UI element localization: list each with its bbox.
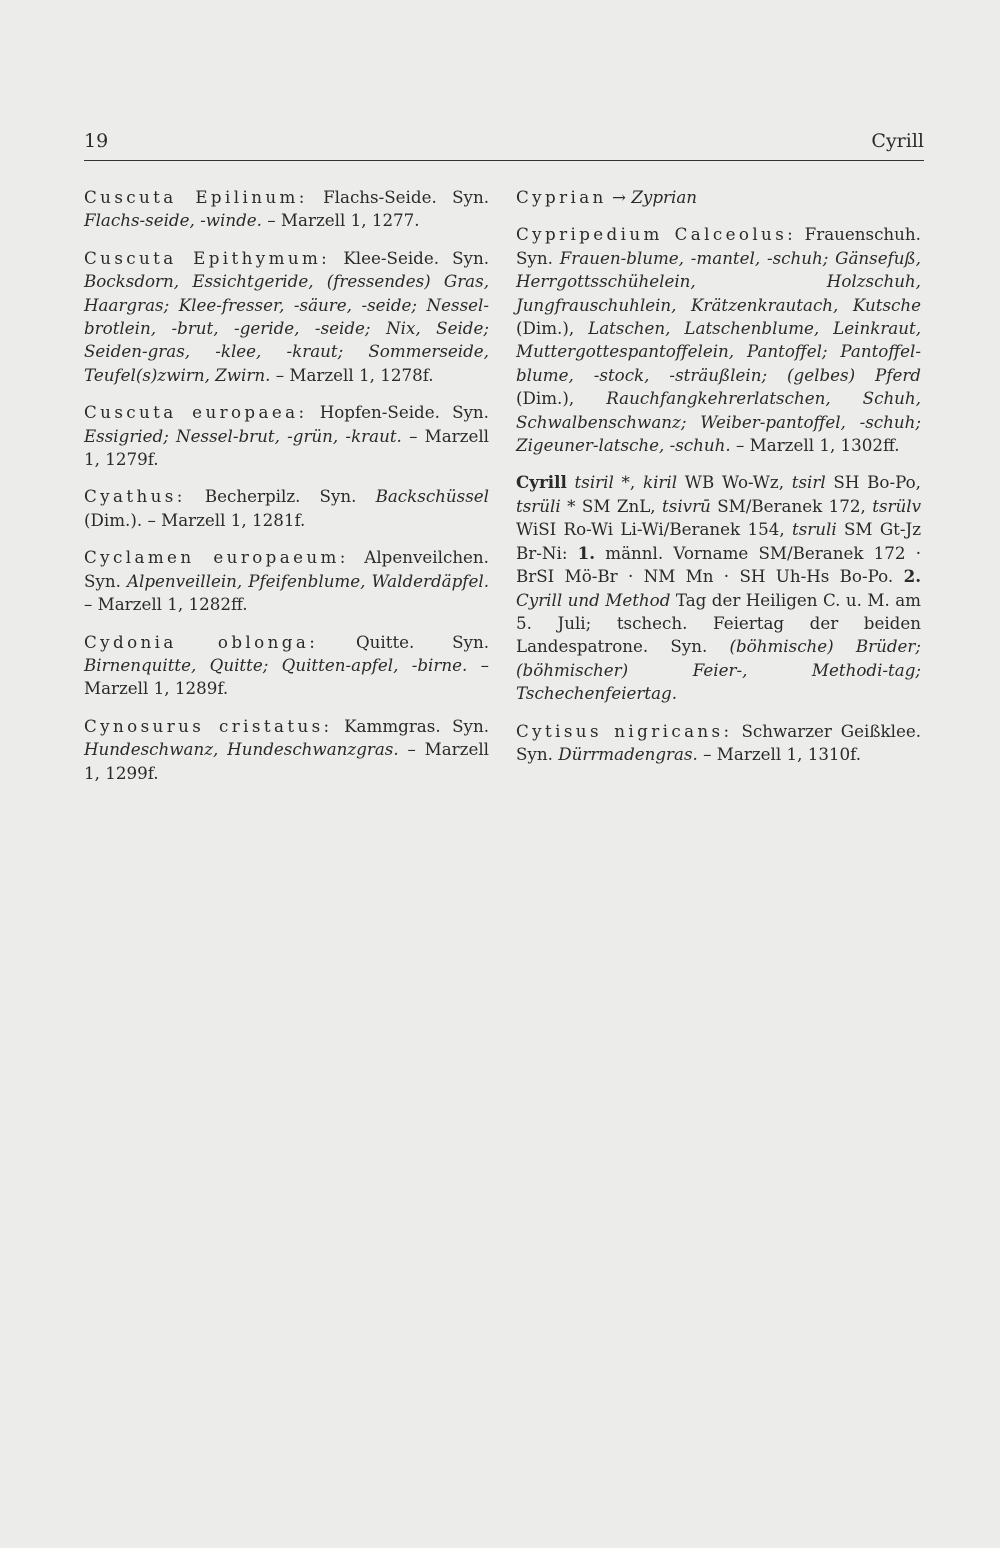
dictionary-entry: [516, 720, 921, 767]
dictionary-entry: [516, 471, 921, 705]
entry-lemma: Cuscuta Epilinum:: [84, 187, 308, 207]
dictionary-entry: [84, 247, 489, 387]
dictionary-entry: [84, 186, 489, 233]
entry-body: Kammgras. Syn. Hundeschwanz, Hundeschwanzgras. – Marzell 1, 1299f.: [84, 715, 490, 783]
entry-lemma: Cyathus:: [84, 486, 186, 507]
entry-body: Frauenschuh. Syn. Frauen-blume, -mantel, -schuh; Gänsefuß, Herrgottsschühelein, Holzschuh, Jungfrauschuhlein, Krätzenkrautach, Kutsche (Dim.), Latschen, Latschenblume, Leinkraut, Muttergottespantoffelein, Pantoffel; Pantoffel-blume, -stock, -sträußlein; (gelbes) Pferd (Dim.), Rauchfangkehrerlatschen, Schuh, Schwalbenschwanz; Weiber-pantoffel, -schuh; Zigeuner-latsche, -schuh. – Marzell 1, 1302ff.: [516, 224, 921, 456]
running-head: Cyrill: [871, 130, 924, 152]
dictionary-entry: [516, 186, 921, 209]
dictionary-entry: [84, 546, 489, 616]
entry-lemma: Cuscuta Epithymum:: [84, 247, 331, 268]
entry-body: → Zyprian: [612, 187, 698, 207]
dictionary-entry: [516, 223, 921, 457]
entry-lemma: Cynosurus cristatus:: [84, 715, 333, 736]
left-column: [84, 186, 489, 799]
entry-headword: Cyrill: [516, 472, 567, 493]
dictionary-entry: [84, 631, 489, 701]
page-number: 19: [84, 130, 109, 152]
entry-body: Hopfen-Seide. Syn. Essigried; Nessel-brut, -grün, -kraut. – Marzell 1, 1279f.: [84, 402, 489, 470]
dictionary-entry: [84, 715, 489, 785]
entry-body: Alpenveilchen. Syn. Alpenveillein, Pfeifenblume, Walderdäpfel. – Marzell 1, 1282ff.: [84, 547, 489, 615]
page-header: [84, 130, 924, 161]
entry-lemma: Cypripedium Calceolus:: [516, 224, 797, 245]
right-column: [516, 186, 921, 780]
entry-body: tsiril *, kiril WB Wo-Wz, tsirl SH Bo-Po, tsrüli * SM ZnL, tsivrū SM/Beranek 172, tsrülv WiSI Ro-Wi Li-Wi/Beranek 154, tsruli SM Gt-Jz Br-Ni: 1. männl. Vorname SM/Beranek 172 · BrSI Mö-Br · NM Mn · SH Uh-Hs Bo-Po. 2. Cyrill und Method Tag der Heiligen C. u. M. am 5. Juli; tschech. Feiertag der beiden Landespatrone. Syn. (böhmische) Brüder; (böhmischer) Feier-, Methodi-tag; Tschechenfeiertag.: [516, 472, 922, 704]
entry-lemma: Cytisus nigricans:: [516, 720, 733, 741]
dictionary-entry: [84, 401, 489, 471]
entry-body: Quitte. Syn. Birnenquitte, Quitte; Quitten-apfel, -birne. – Marzell 1, 1289f.: [84, 631, 490, 699]
entry-lemma: Cyclamen europaeum:: [84, 547, 349, 568]
entry-lemma: Cyprian: [516, 187, 607, 207]
entry-lemma: Cydonia oblonga:: [84, 631, 319, 652]
entry-body: Flachs-Seide. Syn. Flachs-seide, -winde. – Marzell 1, 1277.: [84, 187, 489, 231]
dictionary-entry: [84, 485, 489, 532]
entry-body: Klee-Seide. Syn. Bocksdorn, Essichtgeride, (fressendes) Gras, Haargras; Klee-fresser, -säure, -seide; Nessel-brotlein, -brut, -geride, -seide; Nix, Seide; Seiden-gras, -klee, -kraut; Sommerseide, Teufel(s)zwirn, Zwirn. – Marzell 1, 1278f.: [84, 247, 490, 385]
entry-lemma: Cuscuta europaea:: [84, 402, 308, 423]
entry-body: Becherpilz. Syn. Backschüssel (Dim.). – Marzell 1, 1281f.: [84, 486, 490, 530]
entry-body: Schwarzer Geißklee. Syn. Dürrmadengras. – Marzell 1, 1310f.: [516, 720, 921, 764]
